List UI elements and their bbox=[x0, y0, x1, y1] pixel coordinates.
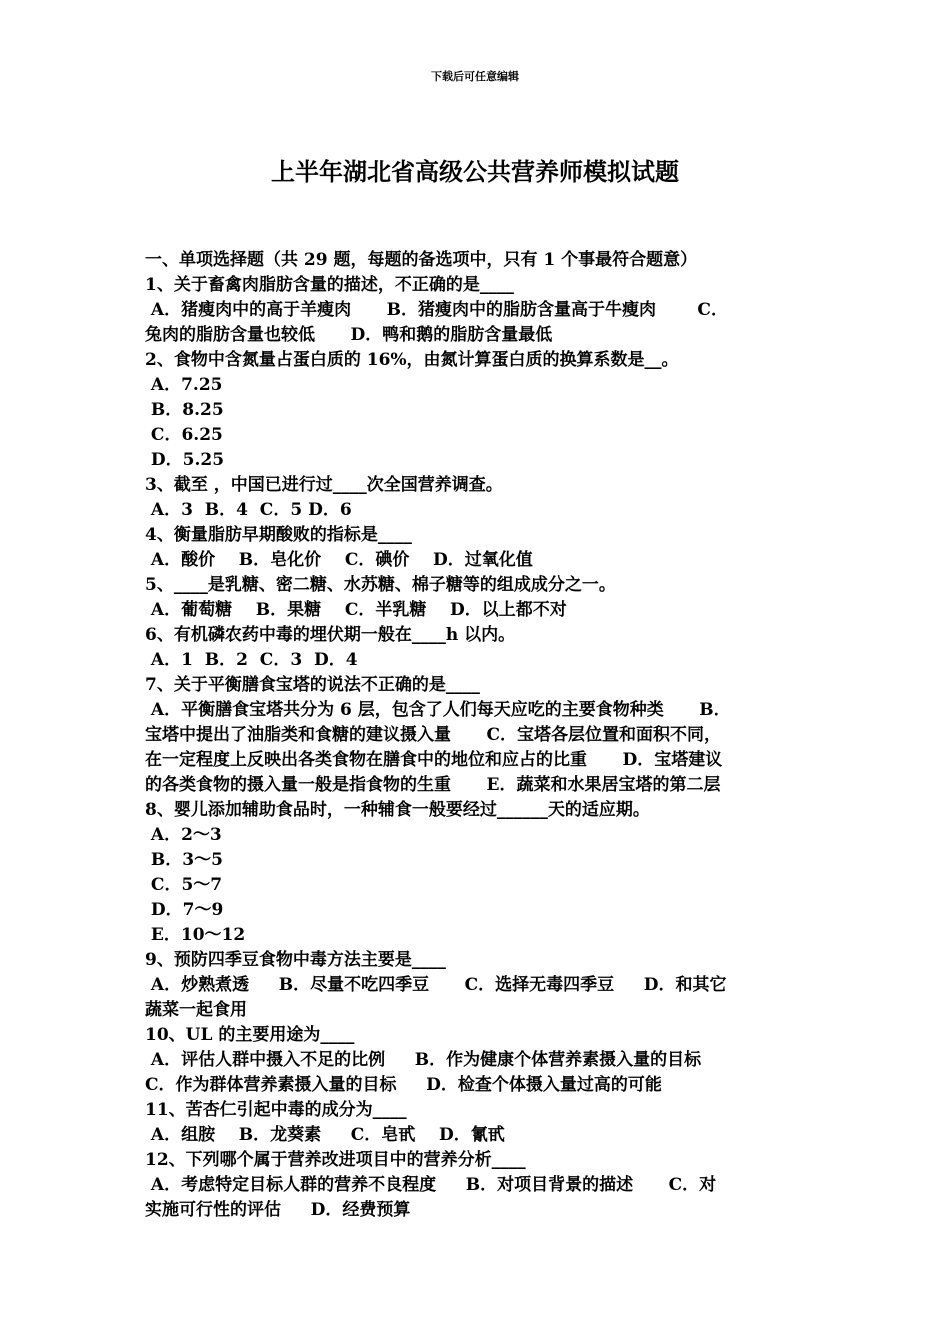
question-8-option-a: A．2～3 bbox=[145, 825, 222, 845]
page-header: 下载后可任意编辑 bbox=[431, 70, 519, 83]
question-4: 4、衡量脂肪早期酸败的指标是____ bbox=[145, 525, 412, 545]
question-2: 2、食物中含氮量占蛋白质的 16%，由氮计算蛋白质的换算系数是__。 bbox=[145, 350, 679, 370]
question-2-option-b: B．8.25 bbox=[145, 400, 224, 420]
question-5: 5、____是乳糖、密二糖、水苏糖、棉子糖等的组成成分之一。 bbox=[145, 575, 616, 595]
question-9: 9、预防四季豆食物中毒方法主要是____ bbox=[145, 950, 446, 970]
question-8-option-d: D．7～9 bbox=[145, 900, 224, 920]
question-1-options-cont: 兔肉的脂肪含量也较低 D．鸭和鹅的脂肪含量最低 bbox=[145, 325, 553, 345]
question-7-options-cont: 的各类食物的摄入量一般是指食物的生重 E．蔬菜和水果居宝塔的第二层 bbox=[145, 775, 721, 795]
question-2-option-d: D．5.25 bbox=[145, 450, 225, 470]
question-10-options: A．评估人群中摄入不足的比例 B．作为健康个体营养素摄入量的目标 bbox=[145, 1050, 702, 1070]
question-7-options-cont: 宝塔中提出了油脂类和食糖的建议摄入量 C．宝塔各层位置和面积不同， bbox=[145, 725, 722, 745]
question-2-option-c: C．6.25 bbox=[145, 425, 223, 445]
question-8-option-c: C．5～7 bbox=[145, 875, 223, 895]
question-8-option-b: B．3～5 bbox=[145, 850, 223, 870]
document-body bbox=[145, 248, 810, 1223]
question-8: 8、婴儿添加辅助食品时，一种辅食一般要经过______天的适应期。 bbox=[145, 800, 650, 820]
question-7-options-cont: 在一定程度上反映出各类食物在膳食中的地位和应占的比重 D．宝塔建议 bbox=[145, 750, 723, 770]
question-1-options: A．猪瘦肉中的高于羊瘦肉 B．猪瘦肉中的脂肪含量高于牛瘦肉 C． bbox=[145, 300, 728, 320]
question-12-options: A．考虑特定目标人群的营养不良程度 B．对项目背景的描述 C．对 bbox=[145, 1175, 717, 1195]
document-title: 上半年湖北省高级公共营养师模拟试题 bbox=[271, 158, 679, 186]
question-9-options-cont: 蔬菜一起食用 bbox=[145, 1000, 247, 1020]
question-6-options: A．1 B．2 C．3 D．4 bbox=[145, 650, 358, 670]
question-9-options: A．炒熟煮透 B．尽量不吃四季豆 C．选择无毒四季豆 D．和其它 bbox=[145, 975, 727, 995]
question-1: 1、关于畜禽肉脂肪含量的描述，不正确的是____ bbox=[145, 275, 514, 295]
question-2-option-a: A．7.25 bbox=[145, 375, 223, 395]
question-11: 11、苦杏仁引起中毒的成分为____ bbox=[145, 1100, 407, 1120]
question-4-options: A．酸价 B．皂化价 C．碘价 D．过氧化值 bbox=[145, 550, 533, 570]
section-heading: 一、单项选择题（共 29 题，每题的备选项中，只有 1 个事最符合题意） bbox=[145, 250, 698, 270]
question-3: 3、截至 ，中国已进行过____次全国营养调查。 bbox=[145, 475, 503, 495]
question-10-options-cont: C．作为群体营养素摄入量的目标 D．检查个体摄入量过高的可能 bbox=[145, 1075, 662, 1095]
question-3-options: A．3 B．4 C．5 D．6 bbox=[145, 500, 352, 520]
question-8-option-e: E．10～12 bbox=[145, 925, 246, 945]
question-7: 7、关于平衡膳食宝塔的说法不正确的是____ bbox=[145, 675, 480, 695]
question-12: 12、下列哪个属于营养改进项目中的营养分析____ bbox=[145, 1150, 526, 1170]
question-6: 6、有机磷农药中毒的埋伏期一般在____h 以内。 bbox=[145, 625, 516, 645]
question-12-options-cont: 实施可行性的评估 D．经费预算 bbox=[145, 1200, 411, 1220]
question-5-options: A．葡萄糖 B．果糖 C．半乳糖 D．以上都不对 bbox=[145, 600, 567, 620]
question-7-options: A．平衡膳食宝塔共分为 6 层，包含了人们每天应吃的主要食物种类 B． bbox=[145, 700, 731, 720]
question-10: 10、UL 的主要用途为____ bbox=[145, 1025, 355, 1045]
question-11-options: A．组胺 B．龙葵素 C．皂甙 D．氰甙 bbox=[145, 1125, 505, 1145]
